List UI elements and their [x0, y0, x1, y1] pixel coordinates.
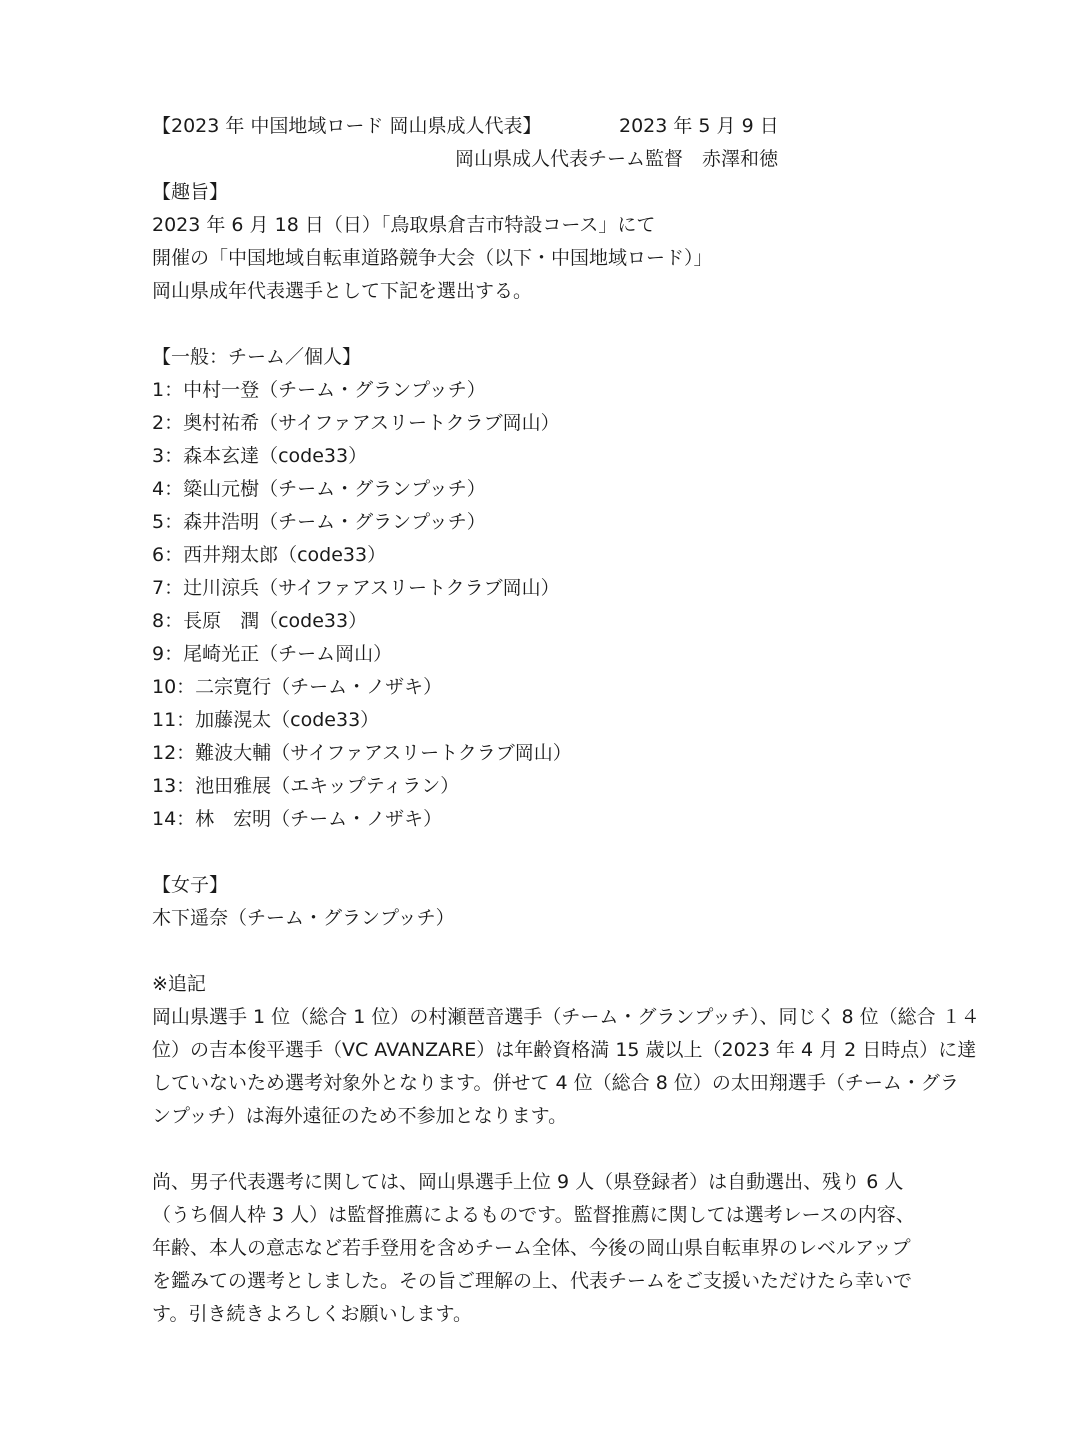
- member-item: 1：中村一登（チーム・グランプッチ）: [152, 379, 486, 401]
- addendum-line: 位）の吉本俊平選手（VC AVANZARE）は年齢資格満 15 歳以上（2023 年 4 月 2 日時点）に達: [152, 1039, 977, 1061]
- addendum-line: 岡山県選手 1 位（総合 1 位）の村瀬琶音選手（チーム・グランプッチ）、同じく 8 位（総合 １４: [152, 1006, 980, 1028]
- women-heading: 【女子】: [152, 874, 229, 896]
- document-title: 【2023 年 中国地域ロード 岡山県成人代表】: [152, 115, 542, 137]
- member-item: 10：二宗寛行（チーム・ノザキ）: [152, 676, 443, 698]
- document-date: 2023 年 5 月 9 日: [619, 115, 779, 137]
- addendum-heading: ※追記: [152, 973, 206, 995]
- addendum-line: ンプッチ）は海外遠征のため不参加となります。: [152, 1105, 568, 1127]
- member-item: 13：池田雅展（エキップティラン）: [152, 775, 460, 797]
- member-item: 8：長原 潤（code33）: [152, 610, 368, 632]
- member-item: 2：奥村祐希（サイファアスリートクラブ岡山）: [152, 412, 560, 434]
- member-item: 12：難波大輔（サイファアスリートクラブ岡山）: [152, 742, 572, 764]
- purpose-line: 岡山県成年代表選手として下記を選出する。: [152, 280, 533, 302]
- member-item: 11：加藤滉太（code33）: [152, 709, 380, 731]
- member-item: 9：尾崎光正（チーム岡山）: [152, 643, 393, 665]
- addendum-line: していないため選考対象外となります。併せて 4 位（総合 8 位）の太田翔選手（チーム・グラ: [152, 1072, 959, 1094]
- member-item: 5：森井浩明（チーム・グランプッチ）: [152, 511, 486, 533]
- member-item: 7：辻川涼兵（サイファアスリートクラブ岡山）: [152, 577, 560, 599]
- member-item: 3：森本玄達（code33）: [152, 445, 368, 467]
- note-line: 尚、男子代表選考に関しては、岡山県選手上位 9 人（県登録者）は自動選出、残り 6 人: [152, 1171, 904, 1193]
- note-line: （うち個人枠 3 人）は監督推薦によるものです。監督推薦に関しては選考レースの内容、: [152, 1204, 915, 1226]
- member-item: 14：林 宏明（チーム・ノザキ）: [152, 808, 443, 830]
- purpose-heading: 【趣旨】: [152, 181, 229, 203]
- note-line: す。引き続きよろしくお願いします。: [152, 1303, 472, 1325]
- member-item: 木下遥奈（チーム・グランプッチ）: [152, 907, 455, 929]
- member-item: 6：西井翔太郎（code33）: [152, 544, 387, 566]
- document-author: 岡山県成人代表チーム監督 赤澤和徳: [455, 148, 779, 170]
- note-line: 年齢、本人の意志など若手登用を含めチーム全体、今後の岡山県自転車界のレベルアップ: [152, 1237, 911, 1259]
- general-heading: 【一般：チーム／個人】: [152, 346, 362, 368]
- purpose-line: 開催の「中国地域自転車道路競争大会（以下・中国地域ロード）」: [152, 247, 713, 269]
- purpose-line: 2023 年 6 月 18 日（日）「鳥取県倉吉市特設コース」にて: [152, 214, 656, 236]
- note-line: を鑑みての選考としました。その旨ご理解の上、代表チームをご支援いただけたら幸いで: [152, 1270, 913, 1292]
- member-item: 4：簗山元樹（チーム・グランプッチ）: [152, 478, 486, 500]
